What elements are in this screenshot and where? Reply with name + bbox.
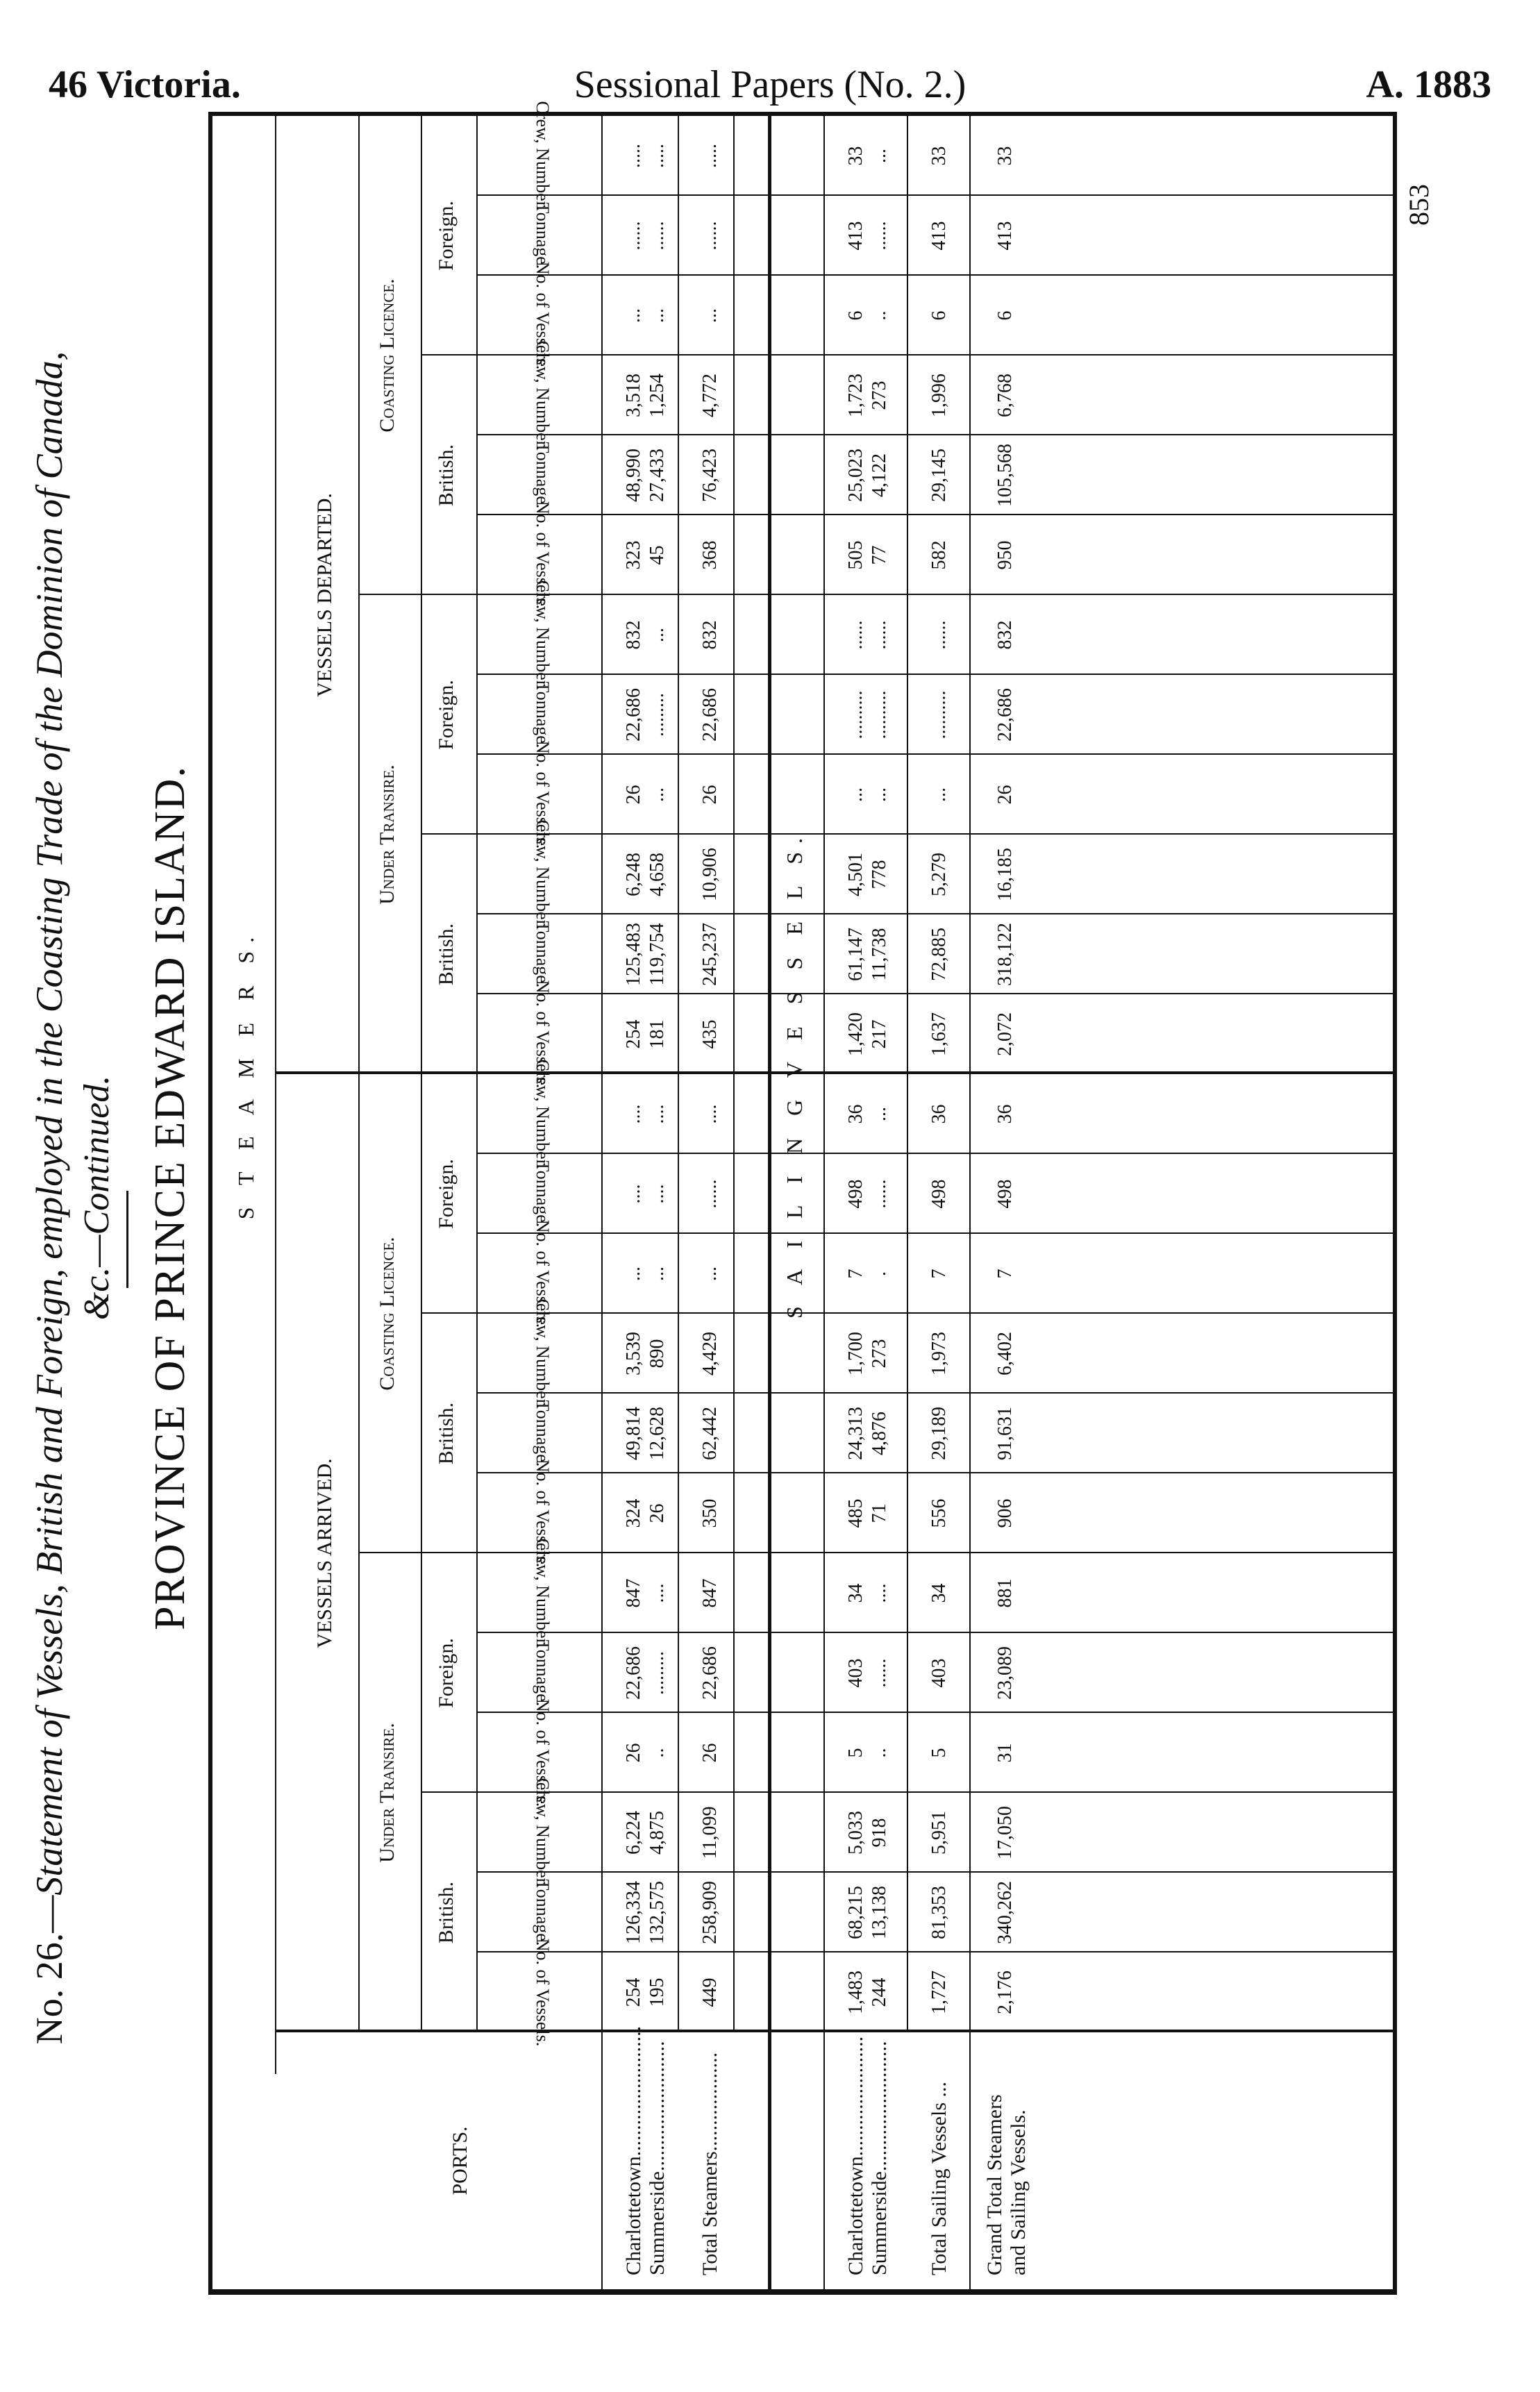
sailing-total-cell: 34 <box>928 1583 950 1603</box>
grand-total-cell: 340,262 <box>994 1881 1016 1944</box>
grand-total-cell: 6,402 <box>994 1332 1016 1375</box>
port-name: Charlottetown......................... <box>622 2025 645 2275</box>
grand-total-cell: 17,050 <box>994 1806 1016 1859</box>
steamers-port-cell: 3,539 890 <box>623 1332 668 1375</box>
province-heading: PROVINCE OF PRINCE EDWARD ISLAND. <box>147 765 194 1630</box>
steamers-port-cell: 26 ... <box>623 785 668 805</box>
steamers-total-cell: 62,442 <box>699 1407 721 1460</box>
col-head-crew: Crew, Number. <box>533 1538 553 1648</box>
steamers-port-cell: 847 .... <box>623 1578 668 1608</box>
vessels-departed-label: VESSELS DEPARTED. <box>313 493 336 697</box>
sailing-total-cell: 5,279 <box>928 853 950 896</box>
sailing-port-cell: .......... .......... <box>845 690 890 739</box>
port-name: Charlottetown....................... <box>844 2036 867 2275</box>
sailing-total-cell: 1,973 <box>928 1332 950 1375</box>
steamers-port-cell: .... .... <box>623 1104 668 1124</box>
sailing-top-rule <box>768 116 771 2289</box>
sailing-total-cell: 36 <box>928 1104 950 1124</box>
steamers-total-cell: ... <box>699 308 721 323</box>
vessels-arrived-label: VESSELS ARRIVED. <box>313 1458 336 1648</box>
sailing-port-cell: 1,700 273 <box>845 1332 890 1375</box>
sailing-total-cell: 29,145 <box>928 449 950 502</box>
sailing-port-cell: 33 ... <box>845 146 890 166</box>
steamers-total-cell: 26 <box>699 1743 721 1763</box>
col-head-tonnage: Tonnage. <box>533 202 553 269</box>
sailing-total-cell: 498 <box>928 1179 950 1209</box>
session-label: 46 Victoria. <box>49 63 241 106</box>
steamers-port-cell: 323 45 <box>623 540 668 570</box>
sailing-total-cell: 5,951 <box>928 1811 950 1855</box>
steamers-total-cell: 26 <box>699 785 721 805</box>
steamers-port-cell: ... ... <box>623 308 668 323</box>
coasting-licence-label: Coasting Licence. <box>376 1237 399 1391</box>
sailing-total-cell: 33 <box>928 146 950 166</box>
table-title <box>28 101 71 2295</box>
british-label: British. <box>435 1881 458 1944</box>
col-head-crew: Crew, Number. <box>533 1778 553 1888</box>
sailing-port-cell: 6 .. <box>845 310 890 321</box>
col-head-tonnage: Tonnage. <box>533 1400 553 1467</box>
foreign-label: Foreign. <box>435 201 458 271</box>
grand-total-cell: 2,176 <box>994 1971 1016 2014</box>
steamers-total-cell: ...... <box>699 1179 721 1209</box>
bf-rule <box>476 116 478 2032</box>
sailing-total-cell: 5 <box>928 1748 950 1758</box>
steamers-total-cell: 22,686 <box>699 688 721 742</box>
sailing-total-cell: 1,637 <box>928 1012 950 1056</box>
sailing-port-cell: 24,313 4,876 <box>845 1407 890 1460</box>
col-head-tonnage: Tonnage. <box>533 1879 553 1946</box>
coasting-licence-label: Coasting Licence. <box>376 278 399 433</box>
grand-total-cell: 832 <box>994 620 1016 650</box>
sailing-total-rule <box>907 116 908 2032</box>
sailing-total-cell: 6 <box>928 310 950 321</box>
steamers-port-cell: ...... ...... <box>623 221 668 251</box>
col-head-vessels: No. of Vessels. <box>533 261 553 370</box>
sailing-port-cell: 1,483 244 <box>845 1971 890 2014</box>
grand-rule <box>969 116 971 2289</box>
sailing-total-cell: 81,353 <box>928 1886 950 1939</box>
col-head-vessels: No. of Vessels. <box>533 980 553 1089</box>
steamers-total-cell: 350 <box>699 1498 721 1528</box>
col-head-vessels: No. of Vessels. <box>533 1459 553 1568</box>
sailing-total-cell: 29,189 <box>928 1407 950 1460</box>
steamers-total-cell: 22,686 <box>699 1646 721 1700</box>
sailing-port-cell: 413 ...... <box>845 221 890 251</box>
sailing-port-cell: 1,723 273 <box>845 374 890 417</box>
col-head-vessels: No. of Vessels. <box>533 1219 553 1328</box>
steamers-total-cell: ... <box>699 1266 721 1281</box>
foreign-label: Foreign. <box>435 680 458 750</box>
colhead-rule <box>601 116 603 2289</box>
british-label: British. <box>435 923 458 986</box>
col-head-crew: Crew, Number. <box>533 1298 553 1409</box>
sailing-port-cell: ... ... <box>845 787 890 802</box>
col-head-tonnage: Tonnage. <box>533 1639 553 1707</box>
sailing-total-cell: 1,727 <box>928 1971 950 2014</box>
sailing-total-cell: 1,996 <box>928 374 950 417</box>
sailing-port-cell: 61,147 11,738 <box>845 928 890 981</box>
steamers-port-cell: 26 .. <box>623 1743 668 1763</box>
steamers-total-cell: 4,429 <box>699 1332 721 1375</box>
subgroup-rule <box>421 116 422 2032</box>
col-head-tonnage: Tonnage. <box>533 681 553 748</box>
steamers-end-rule <box>733 116 735 2032</box>
port-name: Total Steamers................... <box>698 2052 721 2275</box>
steamers-total-cell: 10,906 <box>699 848 721 901</box>
grand-total-cell: 906 <box>994 1498 1016 1528</box>
grand-total-cell: 23,089 <box>994 1646 1016 1700</box>
col-head-tonnage: Tonnage. <box>533 921 553 988</box>
grand-total-cell: 881 <box>994 1578 1016 1608</box>
steamers-port-cell: 22,686 ......... <box>623 1646 668 1700</box>
grand-total-cell: 36 <box>994 1104 1016 1124</box>
ports-label: PORTS. <box>449 2126 471 2196</box>
sailing-port-cell: 25,023 4,122 <box>845 449 890 502</box>
table-number: No. 26.— <box>28 1895 70 2045</box>
steamers-port-cell: 125,483 119,754 <box>623 923 668 986</box>
steamers-total-cell: 76,423 <box>699 449 721 502</box>
title-rule <box>126 1191 128 1288</box>
table-statement: Statement of Vessels, British and Foreign, employed in the Coasting Trade of the Dominion of Canada, <box>28 351 70 1896</box>
grand-total-cell: 7 <box>994 1269 1016 1279</box>
sailing-port-cell: 34 .... <box>845 1583 890 1603</box>
grand-total-cell: 2,072 <box>994 1012 1016 1056</box>
sailing-port-cell: 1,420 217 <box>845 1012 890 1056</box>
steamers-total-cell: 245,237 <box>699 923 721 986</box>
port-name: and Sailing Vessels. <box>1007 2109 1030 2275</box>
steamers-port-cell: 6,248 4,658 <box>623 853 668 896</box>
grand-total-cell: 6,768 <box>994 374 1016 417</box>
col-head-crew: Crew, Number. <box>533 1059 553 1169</box>
grand-total-cell: 413 <box>994 221 1016 251</box>
steamers-total-cell: 11,099 <box>699 1806 721 1859</box>
sailing-port-cell: 403 ...... <box>845 1658 890 1688</box>
col-head-crew: Crew, Number. <box>533 580 553 690</box>
sailing-label-rule <box>823 116 825 2289</box>
grand-total-cell: 105,568 <box>994 444 1016 507</box>
british-label: British. <box>435 444 458 507</box>
under-transire-label: Under Transire. <box>376 764 399 905</box>
grand-total-cell: 33 <box>994 146 1016 166</box>
col-head-crew: Crew, Number. <box>533 819 553 930</box>
grand-total-cell: 26 <box>994 785 1016 805</box>
col-head-crew: Crew, Number. <box>533 101 553 211</box>
steamers-total-cell: 258,909 <box>699 1881 721 1944</box>
col-head-vessels: No. of Vessels. <box>533 740 553 849</box>
col-head-crew: Crew, Number. <box>533 340 553 451</box>
sailing-port-cell: 68,215 13,138 <box>845 1886 890 1939</box>
col-head-vessels: No. of Vessels. <box>533 1698 553 1807</box>
grand-total-cell: 950 <box>994 540 1016 570</box>
steamers-port-cell: 6,224 4,875 <box>623 1811 668 1855</box>
steamers-port-cell: 254 181 <box>623 1019 668 1049</box>
steamers-label: S T E A M E R S. <box>233 928 258 1220</box>
steamers-total-cell: 435 <box>699 1019 721 1049</box>
col-head-tonnage: Tonnage. <box>533 442 553 509</box>
steamers-port-cell: 22,686 ......... <box>623 688 668 742</box>
year-label: A. 1883 <box>1366 63 1491 106</box>
port-name: Summerside......................... <box>646 2041 669 2275</box>
steamers-total-cell: 449 <box>699 1977 721 2007</box>
steamers-total-cell: 368 <box>699 540 721 570</box>
sailing-port-cell: 498 ...... <box>845 1179 890 1209</box>
sailing-total-cell: 72,885 <box>928 928 950 981</box>
col-head-tonnage: Tonnage. <box>533 1160 553 1228</box>
grand-total-cell: 318,122 <box>994 923 1016 986</box>
sailing-total-cell: ...... <box>928 620 950 650</box>
steamers-total-cell: ...... <box>699 221 721 251</box>
under-transire-label: Under Transire. <box>376 1723 399 1863</box>
page-number: 853 <box>1403 184 1434 226</box>
sailing-port-cell: 5 .. <box>845 1748 890 1758</box>
foreign-label: Foreign. <box>435 1638 458 1708</box>
col-head-vessels: No. of Vessels. <box>533 501 553 610</box>
grand-total-cell: 22,686 <box>994 688 1016 742</box>
sailing-port-cell: 5,033 918 <box>845 1811 890 1855</box>
sailing-total-cell: 7 <box>928 1269 950 1279</box>
steamers-port-cell: 832 ... <box>623 620 668 650</box>
sailing-port-cell: 7 . <box>845 1269 890 1279</box>
sailing-total-cell: 556 <box>928 1498 950 1528</box>
steamers-total-cell: 847 <box>699 1578 721 1608</box>
grand-total-cell: 31 <box>994 1743 1016 1763</box>
steamers-port-cell: 254 195 <box>623 1977 668 2007</box>
steamers-port-cell: 3,518 1,254 <box>623 374 668 417</box>
steamers-port-cell: 48,990 27,433 <box>623 449 668 502</box>
sailing-total-cell: .......... <box>928 690 950 739</box>
port-name: Total Sailing Vessels ... <box>928 2081 951 2275</box>
grand-total-cell: 498 <box>994 1179 1016 1209</box>
grand-total-cell: 91,631 <box>994 1407 1016 1460</box>
steamers-port-cell: 126,334 132,575 <box>623 1881 668 1944</box>
steamers-total-cell: 832 <box>699 620 721 650</box>
steamers-total-rule <box>678 116 679 2032</box>
sailing-port-cell: ...... ...... <box>845 620 890 650</box>
sailing-total-cell: ... <box>928 787 950 802</box>
steamers-port-cell: ... ... <box>623 1266 668 1281</box>
grand-total-cell: 6 <box>994 310 1016 321</box>
sailing-port-cell: 485 71 <box>845 1498 890 1528</box>
sailing-total-cell: 413 <box>928 221 950 251</box>
arrived-rule <box>358 116 360 2032</box>
port-name: Summerside......................... <box>868 2041 891 2275</box>
steamers-port-cell: .... .... <box>623 1184 668 1204</box>
steamers-total-cell: ..... <box>699 144 721 168</box>
steamers-port-cell: ..... ..... <box>623 144 668 168</box>
sailing-port-cell: 4,501 778 <box>845 853 890 896</box>
steamers-rule <box>275 116 276 2074</box>
sailing-total-cell: 582 <box>928 540 950 570</box>
grand-total-cell: 16,185 <box>994 848 1016 901</box>
sailing-total-cell: 403 <box>928 1658 950 1688</box>
sailing-port-cell: 36 ... <box>845 1104 890 1124</box>
steamers-port-cell: 324 26 <box>623 1498 668 1528</box>
steamers-port-cell: 49,814 12,628 <box>623 1407 668 1460</box>
british-label: British. <box>435 1402 458 1465</box>
steamers-total-cell: 4,772 <box>699 374 721 417</box>
sailing-port-cell: 505 77 <box>845 540 890 570</box>
port-name: Grand Total Steamers <box>983 2094 1006 2275</box>
sailing-vessels-label: S A I L I N G V E S S E L S. <box>782 829 807 1319</box>
foreign-label: Foreign. <box>435 1159 458 1229</box>
steamers-total-cell: .... <box>699 1104 721 1124</box>
col-head-vessels: No. of Vessels. <box>533 1938 553 2047</box>
table-frame <box>208 101 1397 2295</box>
sessional-papers-label: Sessional Papers (No. 2.) <box>574 63 966 106</box>
table-continued: &c.—Continued. <box>77 1075 117 1321</box>
